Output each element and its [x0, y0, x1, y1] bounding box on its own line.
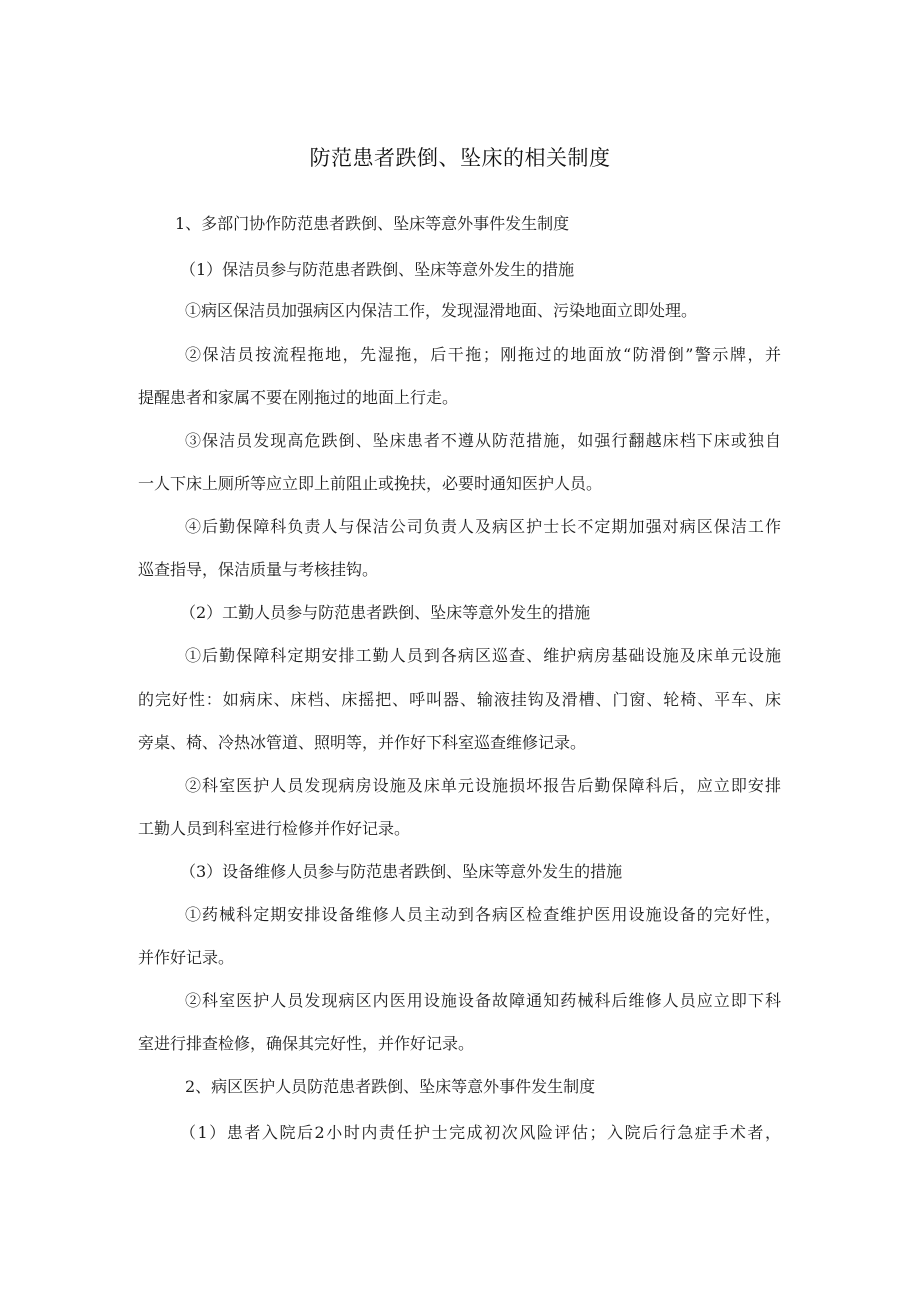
paragraph-line: 室进行排查检修，确保其完好性，并作好记录。: [138, 1034, 475, 1053]
paragraph-line: 提醒患者和家属不要在刚拖过的地面上行走。: [138, 388, 459, 407]
paragraph-line: 并作好记录。: [138, 948, 235, 967]
subsection-1-3-heading: （3）设备维修人员参与防范患者跌倒、坠床等意外发生的措施: [180, 862, 623, 881]
subsection-1-1-heading: （1）保洁员参与防范患者跌倒、坠床等意外发生的措施: [180, 260, 575, 279]
document-title: 防范患者跌倒、坠床的相关制度: [309, 146, 611, 170]
paragraph-line: 巡查指导，保洁质量与考核挂钩。: [138, 560, 379, 579]
subsection-1-2-heading: （2）工勤人员参与防范患者跌倒、坠床等意外发生的措施: [180, 603, 591, 622]
paragraph-line: ④后勤保障科负责人与保洁公司负责人及病区护士长不定期加强对病区保洁工作: [185, 517, 781, 536]
paragraph-line: ②科室医护人员发现病房设施及床单元设施损坏报告后勤保障科后，应立即安排: [185, 776, 781, 795]
section-1-heading: 1、多部门协作防范患者跌倒、坠床等意外事件发生制度: [175, 214, 570, 233]
paragraph-line: 旁桌、椅、冷热冰管道、照明等，并作好下科室巡查维修记录。: [138, 733, 587, 752]
paragraph-line: ③保洁员发现高危跌倒、坠床患者不遵从防范措施，如强行翻越床档下床或独自: [185, 431, 781, 450]
paragraph-line: ②保洁员按流程拖地，先湿拖，后干拖；刚拖过的地面放“防滑倒”警示牌，并: [185, 345, 781, 364]
section-2-heading: 2、病区医护人员防范患者跌倒、坠床等意外事件发生制度: [185, 1077, 596, 1096]
paragraph-line: ①病区保洁员加强病区内保洁工作，发现湿滑地面、污染地面立即处理。: [185, 301, 698, 320]
paragraph-line: 工勤人员到科室进行检修并作好记录。: [138, 819, 411, 838]
paragraph-line: ①药械科定期安排设备维修人员主动到各病区检查维护医用设施设备的完好性，: [185, 905, 781, 924]
paragraph-line: ②科室医护人员发现病区内医用设施设备故障通知药械科后维修人员应立即下科: [185, 991, 781, 1010]
paragraph-line: 的完好性：如病床、床档、床摇把、呼叫器、输液挂钩及滑槽、门窗、轮椅、平车、床: [138, 690, 781, 709]
paragraph-line: 一人下床上厕所等应立即上前阻止或挽扶，必要时通知医护人员。: [138, 474, 603, 493]
paragraph-line: （1）患者入院后2小时内责任护士完成初次风险评估；入院后行急症手术者，: [180, 1123, 781, 1142]
paragraph-line: ①后勤保障科定期安排工勤人员到各病区巡查、维护病房基础设施及床单元设施: [185, 646, 781, 665]
